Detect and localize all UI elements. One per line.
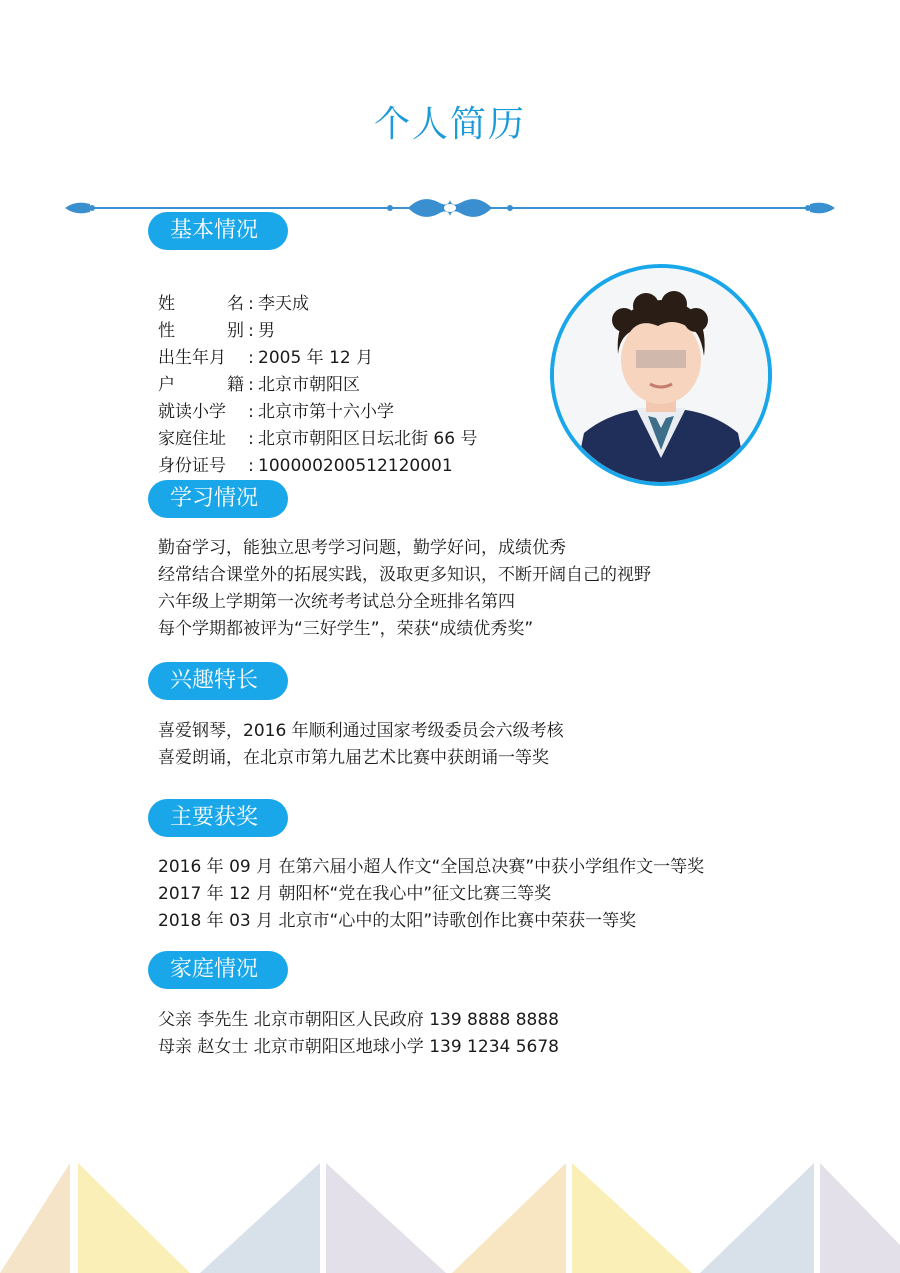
hobby-item: 喜爱朗诵，在北京市第九届艺术比赛中获朗诵一等奖 xyxy=(158,748,549,768)
family-member: 父亲 李先生 北京市朝阳区人民政府 139 8888 8888 xyxy=(158,1010,559,1030)
page-title: 个人简历 xyxy=(373,104,526,145)
award-item: 2018 年 03 月 北京市“心中的太阳”诗歌创作比赛中荣获一等奖 xyxy=(158,911,637,931)
study-list xyxy=(158,535,651,643)
study-item: 经常结合课堂外的拓展实践，汲取更多知识，不断开阔自己的视野 xyxy=(158,565,651,585)
bottom-triangle-pattern xyxy=(0,1155,900,1273)
award-item: 2016 年 09 月 在第六届小超人作文“全国总决赛”中获小学组作文一等奖 xyxy=(158,857,705,877)
basic-info-row: 性 别 : 男 xyxy=(158,321,275,341)
basic-info-row: 出生年月 : 2005 年 12 月 xyxy=(158,348,374,368)
section-study: 学习情况 xyxy=(148,480,288,518)
student-photo xyxy=(550,264,772,486)
basic-info-list xyxy=(158,291,477,480)
awards-list xyxy=(158,854,704,935)
basic-info-row: 身份证号 : 100000200512120001 xyxy=(158,456,453,476)
study-item: 每个学期都被评为“三好学生”，荣获“成绩优秀奖” xyxy=(158,619,534,639)
basic-info-row: 就读小学 : 北京市第十六小学 xyxy=(158,402,394,422)
award-item: 2017 年 12 月 朝阳杯“党在我心中”征文比赛三等奖 xyxy=(158,884,552,904)
basic-info-row: 姓 名 : 李天成 xyxy=(158,294,309,314)
section-basic: 基本情况 xyxy=(148,212,288,250)
hobby-list xyxy=(158,718,564,772)
family-member: 母亲 赵女士 北京市朝阳区地球小学 139 1234 5678 xyxy=(158,1037,559,1057)
hobby-item: 喜爱钢琴，2016 年顺利通过国家考级委员会六级考核 xyxy=(158,721,564,741)
basic-info-row: 家庭住址 : 北京市朝阳区日坛北街 66 号 xyxy=(158,429,478,449)
section-family: 家庭情况 xyxy=(148,951,288,989)
study-item: 六年级上学期第一次统考考试总分全班排名第四 xyxy=(158,592,515,612)
basic-info-row: 户 籍 : 北京市朝阳区 xyxy=(158,375,360,395)
section-awards: 主要获奖 xyxy=(148,799,288,837)
study-item: 勤奋学习，能独立思考学习问题，勤学好问，成绩优秀 xyxy=(158,538,566,558)
section-hobby: 兴趣特长 xyxy=(148,662,288,700)
family-list xyxy=(158,1007,559,1061)
